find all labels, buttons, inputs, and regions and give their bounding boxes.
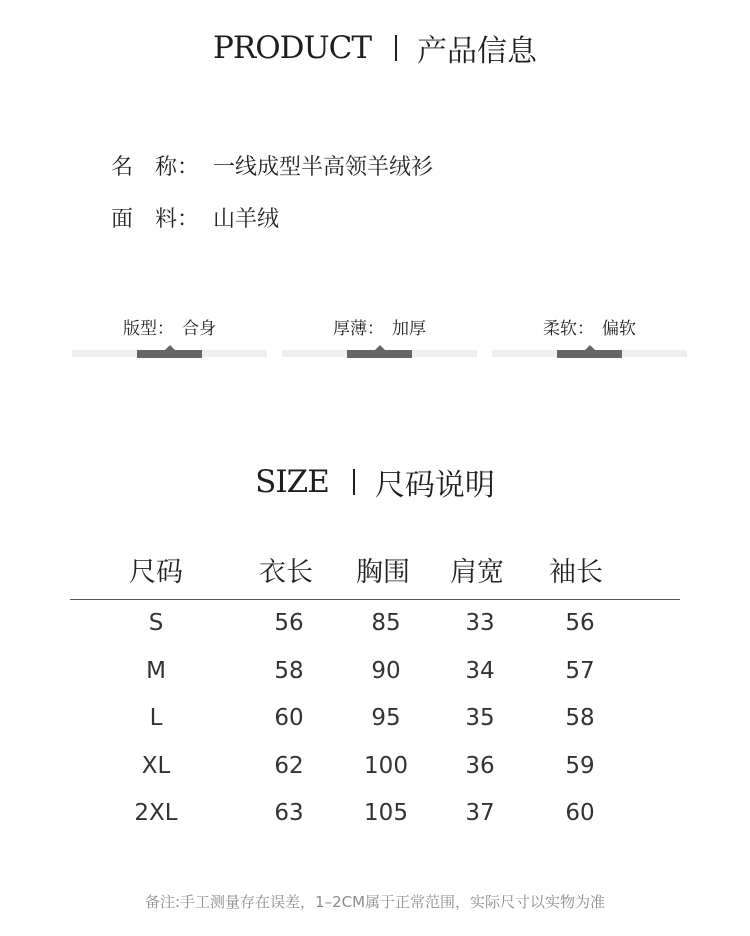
size-title-cn: 尺码说明 — [374, 468, 495, 503]
info-label-fabric: 面 料： — [111, 207, 200, 232]
column-header-shoulder: 肩宽 — [450, 557, 504, 588]
cell-shoulder: 37 — [465, 800, 495, 826]
info-label-name: 名 称： — [111, 155, 200, 180]
cell-length: 58 — [274, 657, 304, 684]
title-separator — [395, 35, 397, 61]
cell-bust: 95 — [371, 705, 401, 731]
column-header-size: 尺码 — [129, 557, 183, 588]
attribute-fit-value: 合身 — [182, 319, 216, 339]
cell-sleeve: 57 — [565, 657, 595, 684]
product-section-title — [0, 28, 750, 68]
table-row — [70, 790, 680, 838]
product-title-cn: 产品信息 — [417, 34, 537, 69]
cell-size: L — [149, 705, 163, 731]
cell-size: XL — [141, 752, 171, 779]
cell-sleeve: 56 — [565, 610, 595, 636]
attribute-thickness-value: 加厚 — [392, 319, 426, 339]
cell-sleeve: 59 — [565, 752, 595, 779]
cell-bust: 85 — [371, 610, 401, 636]
info-value-name: 一线成型半高领羊绒衫 — [213, 155, 434, 180]
cell-shoulder: 36 — [465, 752, 495, 779]
attribute-softness-indicator — [557, 350, 622, 358]
size-section-title — [0, 462, 750, 502]
size-table — [70, 550, 680, 838]
column-header-length: 衣长 — [259, 557, 313, 588]
cell-size: S — [148, 610, 164, 636]
attribute-thickness — [282, 314, 477, 364]
cell-bust: 100 — [364, 752, 408, 779]
info-value-fabric: 山羊绒 — [213, 207, 280, 232]
attribute-softness — [492, 314, 687, 364]
info-row-fabric — [111, 202, 279, 233]
attribute-fit-label: 版型： — [123, 319, 174, 339]
cell-shoulder: 35 — [465, 705, 495, 731]
attribute-fit-caret — [164, 345, 176, 351]
title-separator — [353, 469, 355, 495]
cell-length: 60 — [274, 705, 304, 731]
attribute-softness-value: 偏软 — [602, 319, 636, 339]
column-header-sleeve: 袖长 — [549, 557, 603, 588]
cell-size: 2XL — [134, 800, 178, 826]
attribute-thickness-caret — [374, 345, 386, 351]
cell-sleeve: 58 — [565, 705, 595, 731]
table-row — [70, 648, 680, 696]
cell-sleeve: 60 — [565, 800, 595, 826]
table-row — [70, 695, 680, 743]
cell-length: 56 — [274, 610, 304, 636]
table-row — [70, 600, 680, 648]
attribute-softness-caret — [584, 345, 596, 351]
cell-size: M — [146, 657, 166, 684]
measurement-note: 备注:手工测量存在误差，1–2CM属于正常范围，实际尺寸以实物为准 — [144, 893, 606, 911]
table-row — [70, 743, 680, 791]
column-header-bust: 胸围 — [356, 557, 410, 588]
cell-shoulder: 34 — [465, 657, 495, 684]
size-table-header — [70, 550, 680, 600]
info-row-name — [111, 150, 433, 181]
cell-bust: 90 — [371, 657, 401, 684]
attribute-fit — [72, 314, 267, 364]
cell-shoulder: 33 — [465, 610, 495, 636]
attribute-thickness-label: 厚薄： — [333, 319, 384, 339]
size-title-en: SIZE — [255, 464, 329, 500]
product-title-en: PRODUCT — [213, 30, 371, 66]
cell-bust: 105 — [364, 800, 408, 826]
cell-length: 62 — [274, 752, 304, 779]
attribute-thickness-indicator — [347, 350, 412, 358]
attribute-softness-label: 柔软： — [543, 319, 594, 339]
attribute-fit-indicator — [137, 350, 202, 358]
cell-length: 63 — [274, 800, 304, 826]
